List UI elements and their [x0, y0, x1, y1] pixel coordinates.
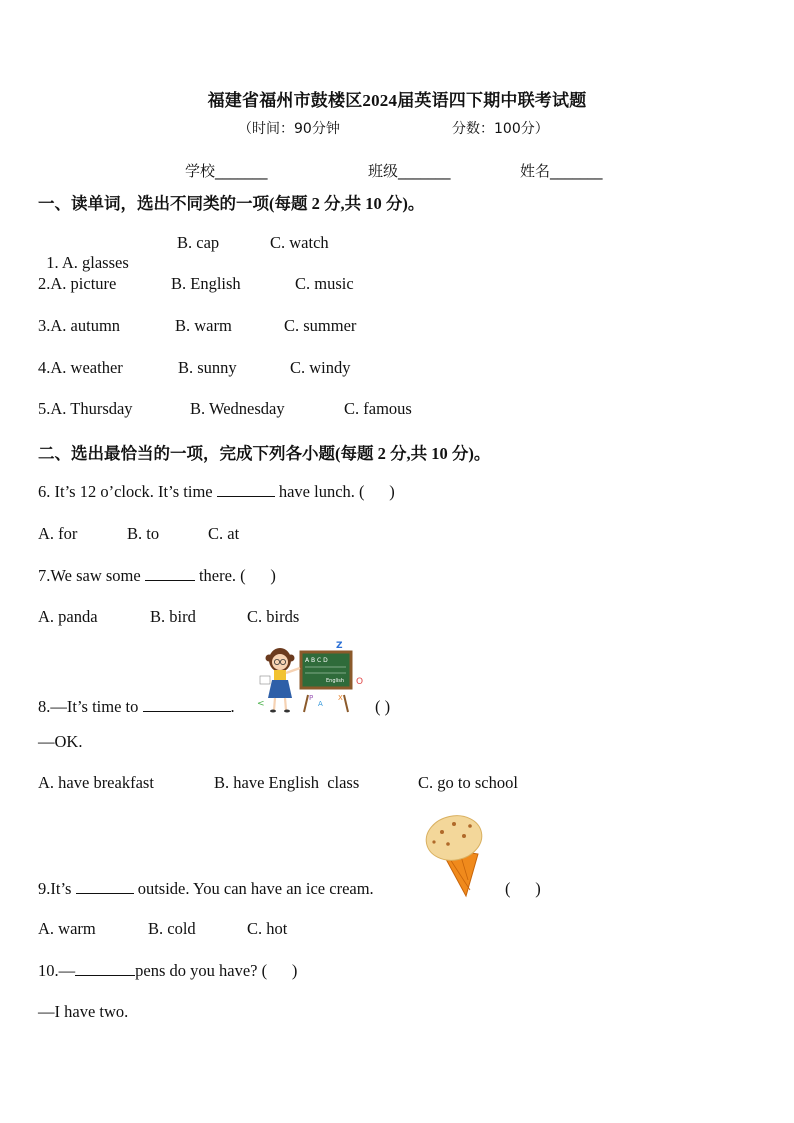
question-1 [38, 233, 129, 273]
q8-option-c[interactable]: C. go to school [418, 773, 518, 792]
q2-option-b[interactable]: B. English [171, 274, 241, 293]
q7-stem-start: 7.We saw some [38, 566, 145, 585]
q3-option-b[interactable]: B. warm [175, 316, 232, 335]
teacher-chalkboard-image [252, 640, 364, 714]
q1-option-a[interactable]: 1. A. glasses [46, 253, 129, 272]
q9-stem-start: 9.It’s [38, 879, 76, 898]
page-title: 福建省福州市鼓楼区2024届英语四下期中联考试题 [207, 91, 587, 110]
q6-stem-start: 6. It’s 12 o’clock. It’s time [38, 482, 217, 501]
q10-answer-blank[interactable] [75, 961, 135, 976]
q4-option-c[interactable]: C. windy [290, 358, 351, 377]
q1-option-c[interactable]: C. watch [270, 233, 329, 252]
svg-text:Z: Z [336, 641, 343, 651]
q10-reply: —I have two. [38, 1002, 129, 1021]
svg-text:O: O [356, 677, 364, 687]
q10-stem-start: 10.— [38, 961, 76, 980]
question-9-stem [38, 879, 374, 899]
q5-option-a[interactable]: 5.A. Thursday [38, 399, 133, 418]
q6-option-a[interactable]: A. for [38, 524, 78, 543]
q1-option-b[interactable]: B. cap [177, 233, 220, 252]
q5-option-b[interactable]: B. Wednesday [190, 399, 285, 418]
q8-answer-paren[interactable]: ( ) [375, 697, 391, 716]
q9-option-b[interactable]: B. cold [148, 919, 196, 938]
q4-option-a[interactable]: 4.A. weather [38, 358, 123, 377]
q5-option-c[interactable]: C. famous [344, 399, 412, 418]
svg-text:A: A [318, 700, 323, 708]
q9-stem-end: outside. You can have an ice cream. [133, 879, 374, 898]
q8-option-b[interactable]: B. have English class [214, 773, 360, 792]
svg-text:P: P [309, 694, 314, 702]
q6-option-c[interactable]: C. at [208, 524, 240, 543]
name-field[interactable]: 姓名_______ [520, 162, 603, 180]
question-7-stem [38, 566, 276, 586]
q6-option-b[interactable]: B. to [127, 524, 160, 543]
question-10-stem [38, 961, 297, 981]
question-6-stem [38, 482, 395, 502]
q7-option-c[interactable]: C. birds [247, 607, 300, 626]
q7-option-a[interactable]: A. panda [38, 607, 98, 626]
q4-option-b[interactable]: B. sunny [178, 358, 237, 377]
q7-answer-blank[interactable] [145, 566, 195, 581]
q9-answer-paren[interactable]: ( ) [505, 879, 541, 898]
q8-stem-end: . [230, 697, 235, 716]
q8-answer-blank[interactable] [143, 697, 231, 712]
question-8-stem [38, 697, 235, 717]
school-field[interactable]: 学校_______ [185, 162, 268, 180]
q8-stem-start: 8.—It’s time to [38, 697, 143, 716]
section1-heading: 一、读单词，选出不同类的一项(每题 2 分,共 10 分)。 [38, 194, 425, 213]
q8-option-a[interactable]: A. have breakfast [38, 773, 154, 792]
exam-time: （时间：90分钟 [238, 121, 340, 137]
q3-option-a[interactable]: 3.A. autumn [38, 316, 121, 335]
q9-answer-blank[interactable] [76, 879, 134, 894]
q6-answer-blank[interactable] [217, 482, 275, 497]
q10-stem-end: pens do you have? ( ) [135, 961, 298, 980]
q7-stem-end: there. ( ) [194, 566, 276, 585]
q7-option-b[interactable]: B. bird [150, 607, 196, 626]
q9-option-c[interactable]: C. hot [247, 919, 288, 938]
board-letters: A B C D [305, 657, 328, 664]
q2-option-c[interactable]: C. music [295, 274, 354, 293]
exam-score: 分数：100分） [452, 121, 549, 137]
section2-heading: 二、选出最恰当的一项，完成下列各小题(每题 2 分,共 10 分)。 [38, 444, 491, 463]
q3-option-c[interactable]: C. summer [284, 316, 357, 335]
q2-option-a[interactable]: 2.A. picture [38, 274, 117, 293]
class-field[interactable]: 班级_______ [368, 162, 451, 180]
board-word: English [326, 678, 345, 684]
svg-text:X: X [338, 694, 343, 702]
svg-text:<: < [257, 699, 265, 709]
q6-stem-end: have lunch. ( ) [274, 482, 395, 501]
q9-option-a[interactable]: A. warm [38, 919, 96, 938]
q8-reply: —OK. [38, 732, 83, 751]
ice-cream-image [418, 810, 488, 898]
